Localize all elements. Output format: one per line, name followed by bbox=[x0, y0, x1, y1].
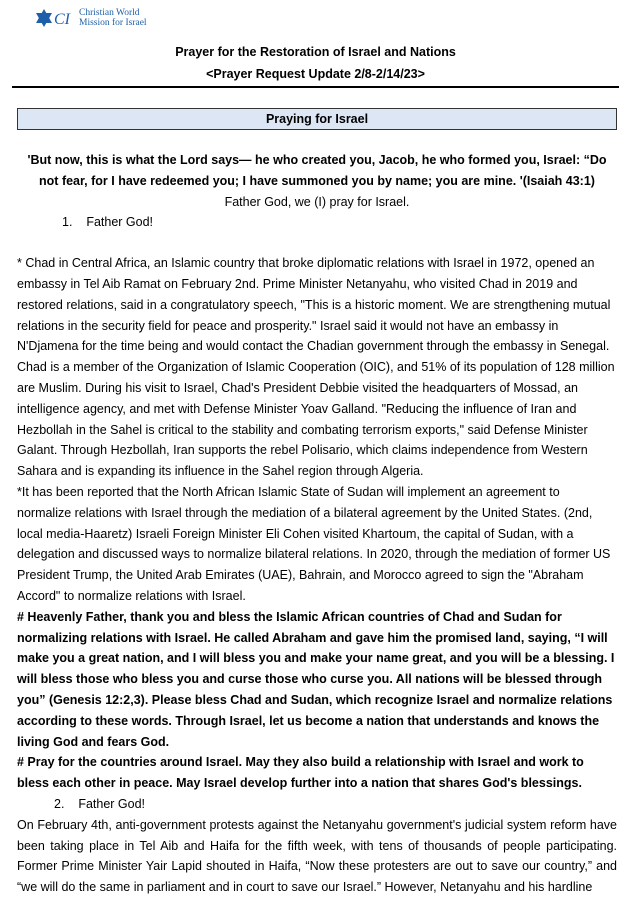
logo-line-2: Mission for Israel bbox=[79, 18, 147, 28]
document-subtitle: <Prayer Request Update 2/8-2/14/23> bbox=[206, 67, 425, 81]
paragraph-protests: On February 4th, anti-government protests against the Netanyahu government's judicial system reform have been taking place in Tel Aib and Haifa for the fifth week, with tens of thousands of people participating. Former Prime Minister Yair Lapid shouted in Haifa, “Now these protesters are out to save our country,” and “we will do the same in parliament and in court to save our Israel.” However, Netanyahu and his hardline bbox=[17, 817, 617, 895]
star-of-david-icon bbox=[34, 8, 54, 28]
header-divider bbox=[12, 86, 619, 88]
document-title: Prayer for the Restoration of Israel and Nations bbox=[175, 45, 456, 59]
svg-text:CI: CI bbox=[54, 11, 70, 28]
paragraph-chad: * Chad in Central Africa, an Islamic country that broke diplomatic relations with Israel in 1972, opened an embassy in Tel Aib Ramat on February 2nd. Prime Minister Netanyahu, who visited Chad in 2019 and restored relations, said in a congratulatory speech, "This is a historic moment. We are strengthening mutual relations in the security field for peace and prosperity." Israel said it would not have an embassy in N'Djamena for the time being and would contact the Chadian government through the embassy in Senegal. Chad is a member of the Organization of Islamic Cooperation (OIC), and 51% of its population of 128 million are Muslim. During his visit to Israel, Chad's President Debbie visited the headquarters of Mossad, an intelligence agency, and met with Defense Minister Yoav Galland. "Reducing the influence of Iran and Hezbollah in the Sahel is critical to the stability and combating terrorism exports," said Defense Minister Galant. Through Hezbollah, Iran supports the rebel Polisario, which claims independence from Western Sahara and is expanding its influence in the Sahel region through Algeria. bbox=[17, 256, 615, 479]
scripture-verse: 'But now, this is what the Lord says— he who created you, Jacob, he who formed you, Israel: “Do not fear, for I have redeemed you; I have summoned you by name; you are mine. '(Isaiah 43:1) bbox=[27, 153, 607, 188]
cwi-monogram-icon bbox=[54, 8, 76, 28]
prayer-paragraph-2: # Pray for the countries around Israel. May they also build a relationship with Israel and work to bless each other in peace. May Israel develop further into a nation that shares God's blessings. bbox=[17, 755, 584, 791]
section-heading: Praying for Israel bbox=[17, 108, 617, 130]
list-item-2: 2. Father God! bbox=[54, 796, 146, 811]
list-item-1: 1. Father God! bbox=[62, 215, 154, 230]
spacer bbox=[17, 233, 617, 253]
logo-line-1: Christian World bbox=[79, 8, 140, 18]
verse-follow-line: Father God, we (I) pray for Israel. bbox=[224, 194, 410, 209]
organization-logo bbox=[34, 8, 147, 28]
prayer-paragraph-1: # Heavenly Father, thank you and bless the Islamic African countries of Chad and Sudan for normalizing relations with Israel. He called Abraham and gave him the promised land, saying, “I will make you a great nation, and I will bless you and make your name great, and you will be a blessing. I will bless those who bless you and curse those who curse you. All nations will be blessed through you” (Genesis 12:2,3). Please bless Chad and Sudan, which recognize Israel and normalize relations according to these words. Through Israel, let us become a nation that understands and knows the living God and fears God. bbox=[17, 609, 615, 749]
paragraph-sudan: *It has been reported that the North African Islamic State of Sudan will implement an agreement to normalize relations with Israel through the mediation of a bilateral agreement by the United States. (2nd, local media-Haaretz) Israeli Foreign Minister Eli Cohen visited Khartoum, the capital of Sudan, with a delegation and discussed ways to normalize bilateral relations. In 2020, through the mediation of former US President Trump, the United Arab Emirates (UAE), Bahrain, and Morocco agreed to sign the "Abraham Accord" to normalize relations with Israel. bbox=[17, 484, 611, 603]
document-body bbox=[17, 150, 617, 898]
